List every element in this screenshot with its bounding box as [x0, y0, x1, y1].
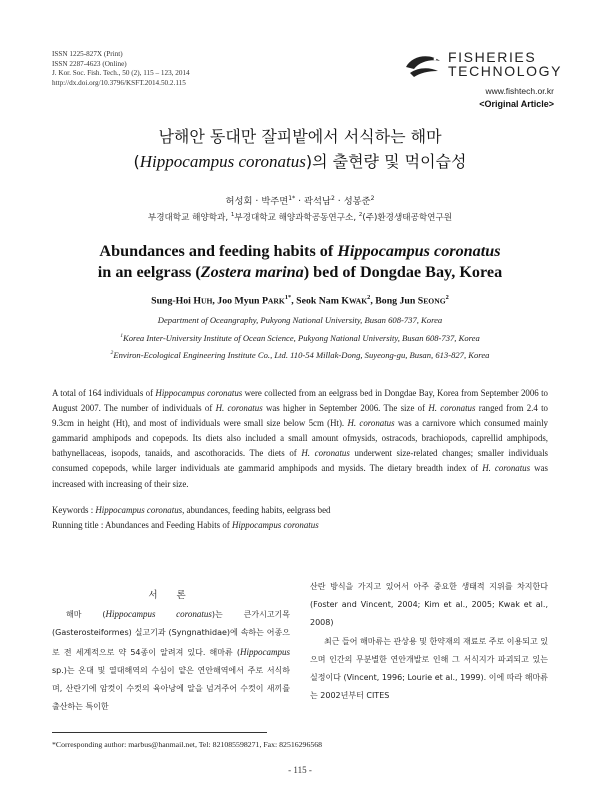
issn-online: ISSN 2287-4623 (Online)	[52, 59, 127, 68]
title-korean-line1: 남해안 동대만 잘피밭에서 서식하는 해마	[158, 127, 442, 146]
body-paragraph: 최근 들어 해마류는 관상용 및 한약재의 재료로 주로 이용되고 있으며 인간의 무분별한 연안개발로 인해 그 서식지가 파괴되고 있는 실정이다 (Vincent, 1996; Lourie et al., 1999). 이에 따라 해마류는 2002년부터 CITES	[310, 636, 548, 701]
footnote-divider	[52, 732, 267, 733]
article-type: <Original Article>	[479, 99, 554, 109]
journal-info	[52, 50, 190, 88]
authors-english: Sung-Hoi HUH, Joo Myun $PARK^{1*}$, Seok Nam KWAK$^2$, Bong Jun SEONG$^2$	[151, 294, 449, 307]
section-title-introduction: 서 론	[148, 590, 194, 601]
affiliation-english-0: Department of Oceangraphy, Pukyong National University, Busan 608-737, Korea	[157, 315, 443, 325]
abstract: A total of 164 individuals of Hippocampus coronatus were collected from an eelgrass bed in Dongdae Bay, Korea from September 2006 to August 2007. The number of individuals of H. coronatus was higher in September 2006. The size of H. coronatus ranged from 2.4 to 9.3cm in height (Ht), and most of individuals were small size below 5cm (Ht). H. coronatus was a carnivore which consumed mainly gammarid amphipods and copepods. Its diets also included a small amount ofmysids, ostracods, brachiopods, caprellid amphipods, bathynellaceas, isopods, tanaids, and ascothoracids. The diets of H. coronatus underwent size-related changes; smaller individuals consumed copepods, while larger individuals ate gammarid amphipods and mysids. The dietary breadth index of H. coronatus was increased with increasing of their size.	[52, 388, 548, 489]
affiliations-korean: 부경대학교 해양학과, $^1$부경대학교 해양과학공동연구소, $^2$(주)환경생태공학연구원	[147, 212, 453, 223]
journal-url[interactable]: www.fishtech.or.kr	[485, 86, 554, 96]
title-korean-line2: (Hippocampus coronatus)의 출현량 및 먹이습성	[133, 152, 467, 171]
issn-print: ISSN 1225-827X (Print)	[52, 50, 123, 58]
affiliation-english-2: $^2$Environ-Ecological Engineering Institute Co., Ltd. 110-54 Millak-Dong, Suyeong-gu, Busan, 613-827, Korea	[110, 350, 490, 360]
page-number: - 115 -	[288, 765, 312, 775]
running-title: Running title : Abundances and Feeding Habits of Hippocampus coronatus	[52, 520, 319, 531]
title-english-line2: in an eelgrass (Zostera marina) bed of Dongdae Bay, Korea	[97, 263, 503, 281]
affiliation-english-1: $^1$Korea Inter-University Institute of Ocean Science, Pukyong National University, Busan 608-737, Korea	[120, 333, 480, 343]
authors-korean: 허성회 · 박주면$^{1*}$ · 곽석남$^2$ · 성봉준$^2$	[225, 194, 375, 207]
keywords: Keywords : Hippocampus coronatus, abundances, feeding habits, eelgrass bed	[52, 505, 331, 515]
journal-logo	[404, 46, 563, 114]
body-paragraph: 산란 방식을 가지고 있어서 아주 중요한 생태적 지위를 차지한다 (Foster and Vincent, 2004; Kim et al., 2005; Kwak et al., 2008)	[310, 582, 548, 628]
corresponding-author-footnote: *Corresponding author: marbus@hanmail.net, Tel: 821085598271, Fax: 82516296568	[52, 740, 323, 749]
fish-logo-icon	[404, 47, 444, 81]
title-korean	[0, 124, 600, 174]
body-paragraph: 해마 (Hippocampus coronatus)는 큰가시고기목 (Gasterosteiformes) 실고기과 (Syngnathidae)에 속하는 어종으로 전 세계적으로 약 54종이 알려져 있다. 해마류 (Hippocampus sp.)는 온대 및 열대해역의 수심이 얕은 연안해역에서 주로 서식하며, 산란기에 암컷이 수컷의 육아낭에 알을 넘겨주어 수컷이 새끼를 출산하는 특이한	[52, 609, 290, 712]
species-name: Hippocampus coronatus	[139, 152, 306, 171]
body-left-column	[52, 587, 290, 716]
keywords-block	[52, 503, 330, 533]
logo-word-fisheries: FISHERIES	[448, 49, 537, 65]
title-english-line1: Abundances and feeding habits of Hippocampus coronatus	[99, 242, 501, 260]
title-english	[0, 241, 600, 283]
journal-reference: J. Kor. Soc. Fish. Tech., 50 (2), 115 – 123, 2014	[52, 69, 190, 78]
logo-word-technology: TECHNOLOGY	[448, 63, 563, 79]
doi-link[interactable]: http://dx.doi.org/10.3796/KSFT.2014.50.2.115	[52, 78, 186, 87]
body-right-column	[310, 578, 548, 705]
